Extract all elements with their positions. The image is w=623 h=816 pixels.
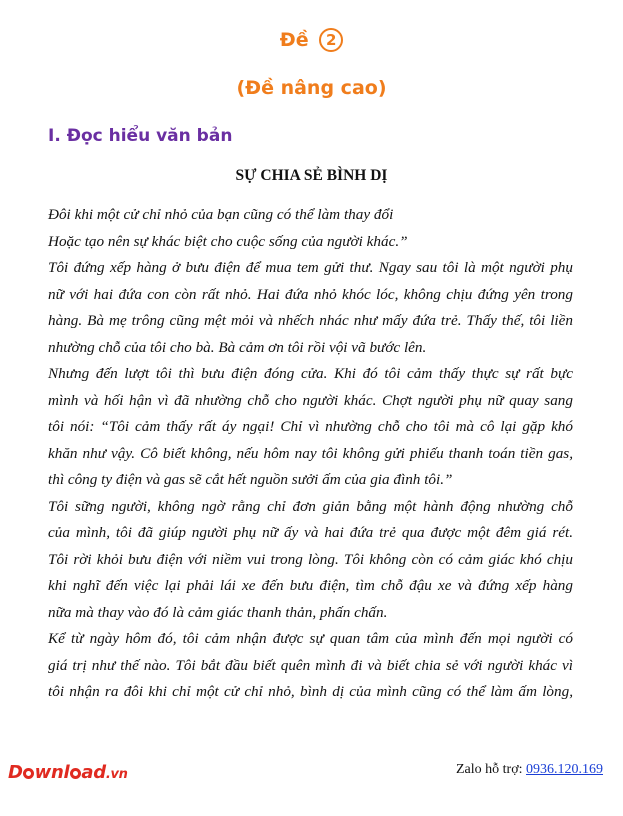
story-line: hàng. Bà mẹ trông cũng mệt mỏi và nhếch nhác như mấy đứa trẻ. Thấy thế, tôi liền — [48, 312, 573, 329]
exam-subtitle: (Đề nâng cao) — [236, 77, 387, 99]
logo-o-icon — [23, 768, 34, 779]
exam-label: Đề — [279, 29, 309, 51]
story-line: Kể từ ngày hôm đó, tôi cảm nhận được sự quan tâm của mình đến mọi người có — [48, 630, 573, 647]
section-heading: I. Đọc hiểu văn bản — [48, 126, 233, 146]
exam-title — [0, 28, 623, 52]
story-line: Tôi sững người, không ngờ rằng chỉ đơn giản bằng một hành động nhường chỗ — [48, 497, 573, 515]
story-line: giá trị như thế nào. Tôi bắt đầu biết quên mình đi và biết chia sẻ với người khác vì — [48, 656, 573, 674]
support-phone-link[interactable]: 0936.120.169 — [526, 762, 603, 777]
story-body — [48, 202, 573, 706]
story-line: Tôi đứng xếp hàng ở bưu điện để mua tem gửi thư. Ngay sau tôi là một người phụ — [48, 259, 573, 276]
story-line: khi nghĩ đến việc lại phải lái xe đến bưu điện, tìm chỗ đậu xe và đứng xếp hàng — [48, 577, 573, 594]
story-line: khăn như vậy. Cô biết không, nếu hôm nay tôi không gửi phiếu thanh toán tiền gas, — [48, 444, 573, 462]
story-line: tôi nói: “Tôi cảm thấy rất áy ngại! Chỉ vì nhường chỗ cho tôi mà cô lại gặp khó — [48, 418, 573, 435]
exam-number-badge: 2 — [319, 28, 343, 52]
story-line: Đôi khi một cử chỉ nhỏ của bạn cũng có thể làm thay đổi — [48, 206, 394, 223]
download-logo[interactable]: D wnl ad.vn — [8, 762, 128, 783]
support-contact — [456, 762, 603, 778]
support-label: Zalo hỗ trợ: — [456, 762, 523, 777]
story-line: tôi nhận ra đôi khi chỉ một cử chỉ nhỏ, bình dị của mình cũng có thể làm ấm lòng, — [48, 683, 573, 700]
story-line: của mình, tôi đã giúp người phụ nữ ấy và hai đứa trẻ qua được một đêm giá rét. — [48, 524, 573, 541]
story-line: nữ với hai đứa con còn rất nhỏ. Hai đứa nhỏ khóc lóc, không chịu đứng yên trong — [48, 285, 573, 303]
story-line: mình và hối hận vì đã nhường chỗ cho người khác. Chợt người phụ nữ quay sang — [48, 391, 573, 409]
logo-o-icon — [70, 768, 81, 779]
story-line: Tôi rời khỏi bưu điện với niềm vui trong lòng. Tôi không còn có cảm giác khó chịu — [48, 550, 573, 568]
story-title: SỰ CHIA SẺ BÌNH DỊ — [235, 167, 388, 184]
story-line: nhường chỗ của tôi cho bà. Bà cảm ơn tôi rồi vội vã bước lên. — [48, 338, 427, 356]
story-line: nữa mà thay vào đó là cảm giác thanh thản, phấn chấn. — [48, 603, 388, 621]
story-line: Nhưng đến lượt tôi thì bưu điện đóng cửa. Khi đó tôi cảm thấy thực sự rất bực — [48, 365, 573, 382]
story-line: Hoặc tạo nên sự khác biệt cho cuộc sống của người khác.” — [48, 232, 408, 250]
story-line: thì công ty điện và gas sẽ cắt hết nguồn sưởi ấm của gia đình tôi.” — [48, 471, 453, 488]
